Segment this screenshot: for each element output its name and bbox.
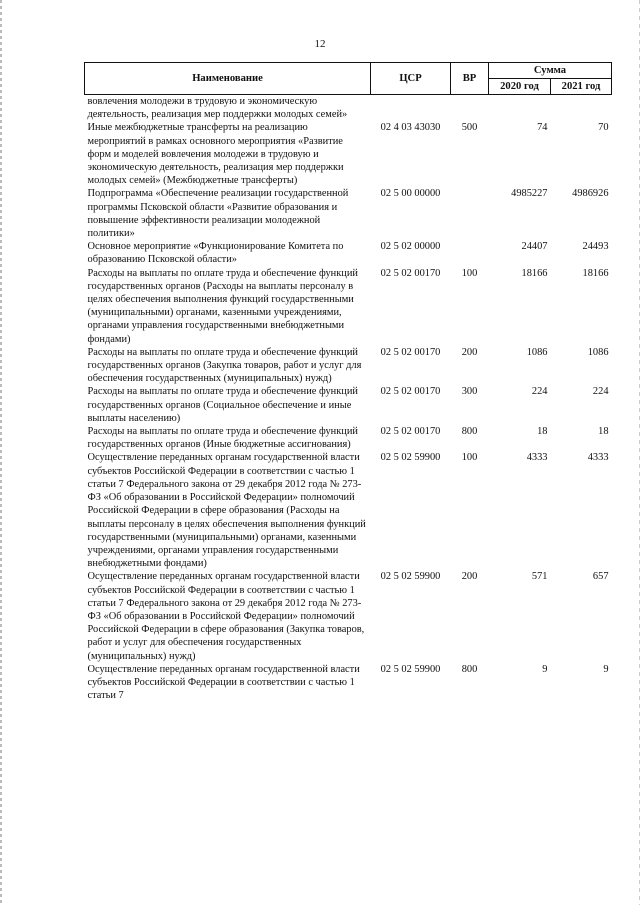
table-row [85, 240, 612, 266]
header-year-2021: 2021 год [551, 79, 612, 95]
row-sum-2021: 24493 [582, 241, 609, 253]
row-csr: 02 5 02 59900 [380, 571, 441, 583]
row-sum-2020: 224 [531, 386, 548, 398]
row-vr: 100 [461, 267, 478, 279]
row-csr: 02 5 02 00170 [380, 346, 441, 358]
header-sum: Сумма [489, 63, 612, 79]
row-vr [451, 95, 489, 122]
row-name: Основное мероприятие «Функционирование Комитета по образованию Псковской области» [87, 241, 344, 266]
row-sum-2021 [551, 95, 612, 122]
row-sum-2020: 4985227 [511, 188, 548, 200]
row-name: Осуществление переданных органам государственной власти субъектов Российской Федерации в соответствии с частью 1 статьи 7 [87, 663, 360, 702]
row-vr: 800 [461, 663, 478, 675]
page-number: 12 [314, 38, 326, 50]
row-sum-2020: 74 [537, 122, 548, 134]
table-row [85, 663, 612, 703]
row-vr: 800 [461, 426, 478, 438]
header-name: Наименование [85, 63, 371, 95]
table-row [85, 451, 612, 570]
row-sum-2021: 657 [592, 571, 609, 583]
row-csr: 02 5 02 00000 [380, 241, 441, 253]
row-vr: 500 [461, 122, 478, 134]
row-name: Осуществление переданных органам государственной власти субъектов Российской Федерации в соответствии с частью 1 статьи 7 Федерального закона от 29 декабря 2012 года № 273-ФЗ «Об образовании в Российской Федерации» полномочий Российской Федерации в сфере образования (Закупка товаров, работ и услуг для обеспечения государственных (муниципальных) нужд) [87, 571, 365, 662]
row-vr: 100 [461, 452, 478, 464]
table-row [85, 385, 612, 425]
row-vr [451, 187, 489, 240]
row-sum-2021: 224 [592, 386, 609, 398]
row-sum-2021: 18166 [582, 267, 609, 279]
table-header [85, 63, 612, 95]
row-csr: 02 5 02 59900 [380, 452, 441, 464]
row-sum-2020: 571 [531, 571, 548, 583]
table-row [85, 95, 612, 122]
row-csr: 02 5 02 00170 [380, 386, 441, 398]
row-sum-2020: 4333 [526, 452, 548, 464]
row-csr: 02 5 02 00170 [380, 267, 441, 279]
header-vr: ВР [451, 63, 489, 95]
row-name: Расходы на выплаты по оплате труда и обеспечение функций государственных органов (Социальное обеспечение и иные выплаты населению) [87, 386, 358, 424]
row-csr [371, 95, 451, 122]
table-row [85, 570, 612, 662]
row-sum-2021: 18 [598, 426, 609, 438]
table-body [85, 95, 612, 703]
row-sum-2020 [489, 95, 551, 122]
table-row [85, 425, 612, 451]
row-sum-2021: 1086 [587, 346, 609, 358]
row-name: Расходы на выплаты по оплате труда и обеспечение функций государственных органов (Закупка товаров, работ и услуг для обеспечения государственных (муниципальных) нужд) [87, 346, 362, 385]
row-sum-2020: 24407 [521, 241, 548, 253]
table-row [85, 267, 612, 346]
row-sum-2020: 18 [537, 426, 548, 438]
row-csr: 02 5 02 00170 [380, 426, 441, 438]
table-row [85, 187, 612, 240]
row-csr: 02 5 02 59900 [380, 663, 441, 675]
row-name: Расходы на выплаты по оплате труда и обеспечение функций государственных органов (Иные бюджетные ассигнования) [87, 426, 358, 451]
row-sum-2021: 9 [603, 663, 609, 675]
row-name: Подпрограмма «Обеспечение реализации государственной программы Псковской области «Развитие образования и повышение эффективности реализации молодежной политики» [87, 188, 349, 240]
row-csr: 02 4 03 43030 [380, 122, 441, 134]
page-edge-left [0, 0, 2, 905]
row-sum-2021: 70 [598, 122, 609, 134]
row-vr [451, 240, 489, 266]
row-sum-2020: 9 [542, 663, 548, 675]
row-vr: 200 [461, 346, 478, 358]
table-row [85, 346, 612, 386]
header-csr: ЦСР [371, 63, 451, 95]
row-sum-2020: 1086 [526, 346, 548, 358]
header-year-2020: 2020 год [489, 79, 551, 95]
row-name: Расходы на выплаты по оплате труда и обеспечение функций государственных органов (Расходы на выплаты персоналу в целях обеспечения выполнения функций государственными (муниципальными) органами, казенными учреждениями, органами управления государственными внебюджетными фондами) [87, 267, 358, 345]
row-sum-2021: 4986926 [572, 188, 609, 200]
row-vr: 200 [461, 571, 478, 583]
row-csr: 02 5 00 00000 [380, 188, 441, 200]
table-row [85, 121, 612, 187]
row-sum-2021: 4333 [587, 452, 609, 464]
row-vr: 300 [461, 386, 478, 398]
row-sum-2020: 18166 [521, 267, 548, 279]
row-name: Осуществление переданных органам государственной власти субъектов Российской Федерации в соответствии с частью 1 статьи 7 Федерального закона от 29 декабря 2012 года № 273-ФЗ «Об образовании в Российской Федерации» полномочий Российской Федерации в сфере образования (Расходы на выплаты персоналу в целях обеспечения выполнения функций государственными (муниципальными) органами, казенными учреждениями, органами управления государственными внебюджетными фондами) [87, 452, 366, 570]
budget-table [84, 62, 612, 702]
row-name: вовлечения молодежи в трудовую и экономическую деятельность, реализация мер поддержки молодых семей» [87, 96, 348, 121]
row-name: Иные межбюджетные трансферты на реализацию мероприятий в рамках основного мероприятия «Развитие форм и моделей вовлечения молодежи в трудовую и экономическую деятельность, реализация мер поддержки молодых семей» (Межбюджетные трансферты) [87, 122, 344, 187]
